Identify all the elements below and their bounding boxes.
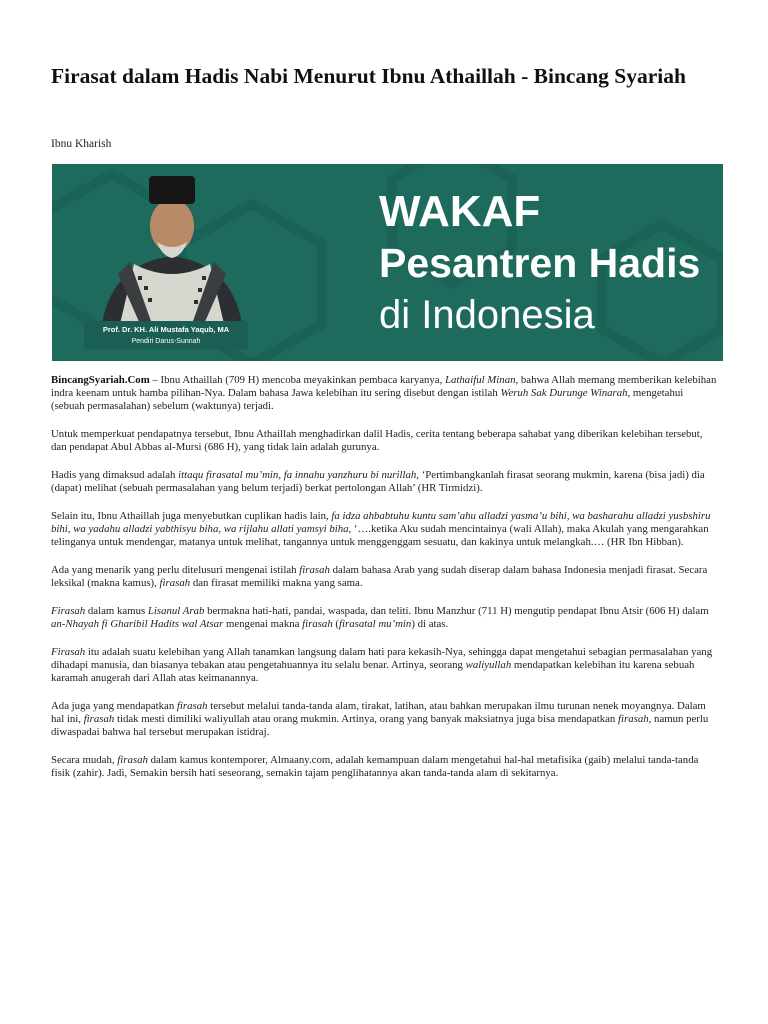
italic-term: Lisanul Arab xyxy=(147,604,205,617)
banner-line-2: Pesantren Hadis xyxy=(379,240,701,286)
italic-term: waliyullah xyxy=(465,659,512,672)
paragraph xyxy=(51,510,719,550)
source-label: BincangSyariah.Com xyxy=(51,374,150,386)
article-title: Firasat dalam Hadis Nabi Menurut Ibnu Athaillah - Bincang Syariah xyxy=(51,64,686,88)
text-run: , bahwa Allah memang memberikan kelebihan indra keenam untuk hamba pilihan-Nya. Dalam bahasa Jawa kelebihan itu sering disebut dengan istilah xyxy=(51,374,717,400)
text-run: , ‘Pertimbangkanlah firasat seorang mukmin, karena (bisa jadi) dia (dapat) melihat (sebuah permasalahan yang belum terjadi) berkat pertolongan Allah’ (HR Tirmidzi). xyxy=(51,469,705,495)
text-run: Untuk memperkuat pendapatnya tersebut, Ibnu Athaillah menghadirkan dalil Hadis, cerita tentang beberapa sahabat yang diberikan kelebihan tersebut, dan pendapat Abul Abbas al-Mursi (686 H), yang tidak lain adalah gurunya. xyxy=(51,428,703,454)
paragraph xyxy=(51,374,719,414)
paragraph xyxy=(51,564,719,590)
italic-term: firasah xyxy=(176,699,208,712)
italic-term: firasatal mu’min xyxy=(339,618,412,631)
caption-name: Prof. Dr. KH. Ali Mustafa Yaqub, MA xyxy=(102,325,230,334)
italic-term: firasah xyxy=(618,713,649,726)
caption-role: Pendiri Darus-Sunnah xyxy=(131,338,201,345)
italic-term: an-Nhayah fi Gharibil Hadits wal Atsar xyxy=(51,618,224,631)
italic-term: fa idza ahbabtuhu kuntu sam’ahu alladzi yasma’u bihi, wa basharahu alladzi yusbshiru bihi, wa yadahu alladzi yabthisyu biha, wa rijlahu allati yamsyi biha xyxy=(51,509,711,536)
italic-term: firasah xyxy=(302,618,333,631)
italic-term: Firasah xyxy=(51,604,86,617)
italic-term: Lathaiful Minan xyxy=(445,374,516,386)
banner-line-3: di Indonesia xyxy=(379,293,595,337)
italic-term: Weruh Sak Durunge Winarah xyxy=(500,387,628,400)
paragraph xyxy=(51,754,719,780)
italic-term: ittaqu firasatal mu’min, fa innahu yanzhuru bi nurillah xyxy=(178,469,417,482)
article-author: Ibnu Kharish xyxy=(51,138,112,150)
text-run: bermakna hati-hati, pandai, waspada, dan teliti. Ibnu Manzhur (711 H) mengutip pendapat Ibnu Atsir (606 H) dalam xyxy=(204,604,709,617)
italic-term: Firasah xyxy=(51,645,86,658)
italic-term: firasah xyxy=(117,754,148,767)
banner-caption xyxy=(84,321,248,349)
text-run: Ada juga yang mendapatkan xyxy=(51,699,177,712)
paragraph xyxy=(51,700,719,740)
text-run: ) di atas. xyxy=(411,618,449,631)
text-run: dalam kamus kontemporer, Almaany.com, adalah kemampuan dalam mengetahui hal-hal metafisika (gaib) melalui tanda-tanda fisik (zahir). Jadi, Semakin bersih hati seseorang, semakin tajam penglihatannya akan tanda-tanda alam di sekitarnya. xyxy=(51,754,699,780)
text-run: dan firasat memiliki makna yang sama. xyxy=(190,577,363,590)
text-run: tersebut melalui tanda-tanda alam, tirakat, latihan, atau bahkan merupakan ilmu turunan nenek moyangnya. Dalam hal ini, xyxy=(51,699,706,726)
text-run: itu adalah suatu kelebihan yang Allah tanamkan langsung dalam hati para kekasih-Nya, sehingga dapat mengetahui sebagian permasalahan yang dihadapi manusia, dan biasanya tebakan atau pengetahuannya itu selalu benar. Artinya, seorang xyxy=(51,645,713,672)
text-run: Selain itu, Ibnu Athaillah juga menyebutkan cuplikan hadis lain, xyxy=(51,509,332,522)
article-body xyxy=(51,374,719,795)
text-run: , ‘….ketika Aku sudah mencintainya (wali Allah), maka Akulah yang mengarahkan telinganya untuk mendengar, matanya untuk melihat, tangannya untuk menggenggam sesuatu, dan kakinya untuk melangkah.… (HR Ibn Hibban). xyxy=(51,523,709,549)
text-run: , namun perlu diwaspadai bahwa hal tersebut merupakan istidraj. xyxy=(51,713,709,739)
text-run: , mengetahui (sebuah permasalahan) sebelum (waktunya) terjadi. xyxy=(51,387,684,413)
paragraph xyxy=(51,469,719,495)
italic-term: firasah xyxy=(299,564,330,577)
paragraph xyxy=(51,428,719,454)
paragraph xyxy=(51,605,719,631)
text-run: mengenai makna xyxy=(223,618,303,631)
text-run: – Ibnu Athaillah (709 H) mencoba meyakinkan pembaca karyanya, xyxy=(149,374,445,386)
text-run: tidak mesti dimiliki waliyullah atau orang mukmin. Artinya, orang yang banyak maksiatnya juga bisa mendapatkan xyxy=(114,713,619,726)
text-run: Hadis yang dimaksud adalah xyxy=(51,469,179,482)
italic-term: firasah xyxy=(83,713,115,726)
text-run: Secara mudah, xyxy=(51,754,118,767)
banner-image xyxy=(52,164,723,361)
paragraph xyxy=(51,646,719,686)
text-run: dalam kamus xyxy=(85,604,148,617)
text-run: dalam bahasa Arab yang sudah diserap dalam bahasa Indonesia menjadi firasat. Secara leksikal (makna kamus), xyxy=(51,564,708,590)
banner-line-1: WAKAF xyxy=(379,187,541,236)
text-run: mendapatkan kelebihan itu karena sebuah karamah anugerah dari Allah atas keimanannya. xyxy=(51,659,695,685)
italic-term: firasah xyxy=(159,577,191,590)
text-run: Ada yang menarik yang perlu ditelusuri mengenai istilah xyxy=(51,564,300,577)
text-run: ( xyxy=(332,618,340,631)
